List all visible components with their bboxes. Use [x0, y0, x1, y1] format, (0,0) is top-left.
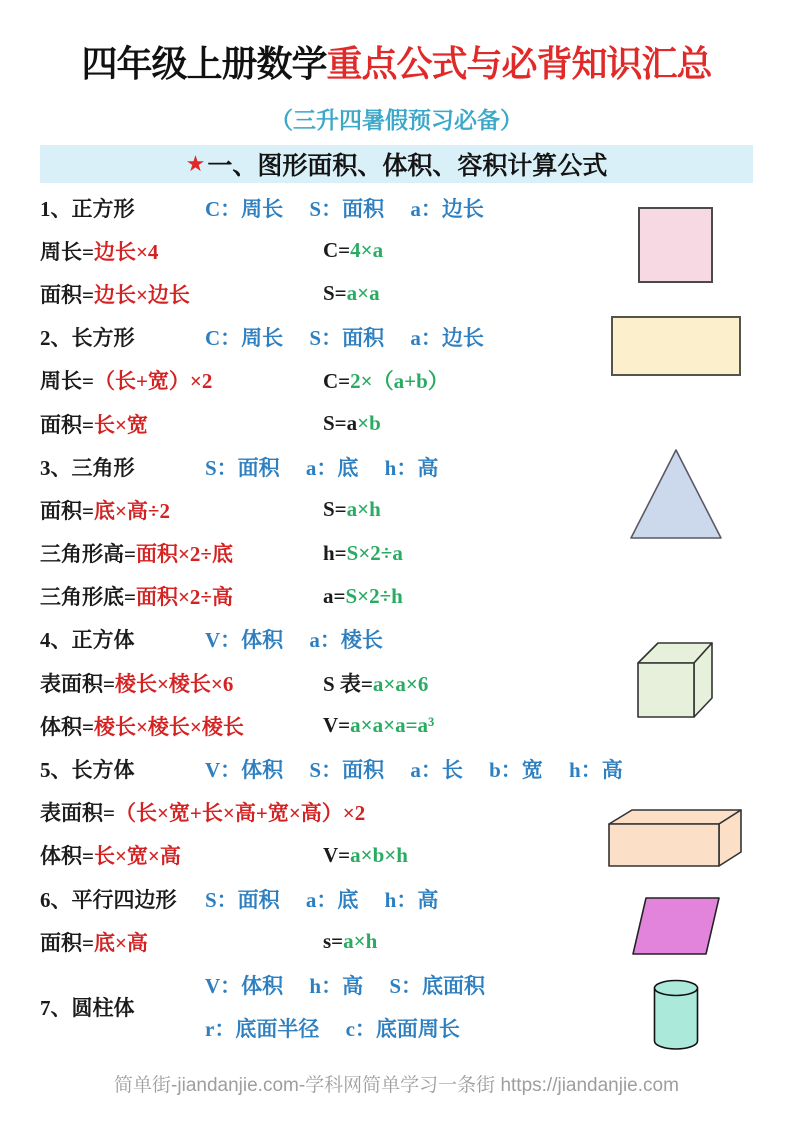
variable-labels: S：面积 a：底 h：高	[205, 455, 439, 480]
formula-segment: C=	[323, 238, 351, 263]
formula-segment: 面积=	[40, 498, 94, 523]
formula-segment: 表面积=	[40, 671, 115, 696]
formula-line	[40, 359, 660, 402]
formula-segment: S 表=	[323, 671, 373, 696]
variable-label-line: r：底面半径 c：底面周长	[205, 1017, 460, 1042]
formula-left	[40, 797, 366, 827]
formula-segment: 棱长×棱长×6	[114, 671, 234, 696]
formula-segment: s=	[323, 929, 344, 954]
section-cuboid	[40, 747, 660, 877]
section-cube	[40, 618, 660, 748]
page-title	[0, 36, 793, 87]
formula-segment: 面积×2÷底	[135, 542, 233, 567]
formula-segment: 体积=	[40, 714, 94, 739]
section-heading-line	[40, 186, 660, 229]
variable-labels: V：体积 a：棱长	[205, 628, 383, 653]
formula-segment: 三角形高=	[40, 542, 136, 567]
section-heading-line	[40, 963, 660, 1049]
formula-right	[323, 929, 377, 954]
section-heading: 3、三角形	[40, 455, 135, 480]
section-heading-line	[40, 877, 660, 920]
formula-left	[40, 668, 323, 698]
formula-right	[323, 365, 449, 395]
formula-segment: 长×宽	[93, 412, 148, 437]
formula-line	[40, 272, 660, 315]
formula-segment: S=a	[323, 411, 358, 436]
formula-line	[40, 920, 660, 963]
page-subtitle: （三升四暑假预习必备）	[270, 107, 523, 133]
section-heading: 7、圆柱体	[40, 995, 135, 1020]
section-parallelogram	[40, 877, 660, 963]
formula-segment: a×a×6	[372, 671, 429, 696]
section-heading: 5、长方体	[40, 758, 135, 783]
formula-segment: 体积=	[40, 844, 94, 869]
formula-segment: （长×宽+长×高+宽×高）×2	[114, 801, 366, 826]
formula-right	[323, 281, 380, 306]
section-cylinder	[40, 963, 660, 1049]
formula-left	[40, 409, 323, 439]
shape-parallelogram	[632, 897, 720, 960]
formula-segment: V=	[323, 713, 351, 738]
section-heading: 2、长方形	[40, 326, 135, 351]
formula-right	[323, 668, 428, 698]
formula-segment: a×h	[346, 497, 381, 522]
formula-segment: 面积=	[40, 930, 94, 955]
formula-segment: 面积=	[40, 412, 94, 437]
formula-left	[40, 927, 323, 957]
formula-segment: （长+宽）×2	[93, 369, 213, 394]
section-rectangle	[40, 316, 660, 446]
formula-left	[40, 711, 323, 741]
formula-content-area	[40, 186, 660, 1050]
formula-segment: a=	[323, 583, 346, 608]
section-heading-line	[40, 316, 660, 359]
shape-square	[638, 207, 713, 283]
page-title-black-part: 四年级上册数学	[81, 43, 327, 84]
formula-segment: 底×高÷2	[93, 498, 170, 523]
formula-right	[323, 713, 434, 738]
shape-cuboid	[608, 808, 743, 873]
formula-segment: 边长×边长	[93, 282, 190, 307]
formula-segment: 长×宽×高	[93, 844, 181, 869]
formula-left	[40, 279, 323, 309]
formula-left	[40, 840, 323, 870]
formula-right	[323, 541, 403, 566]
variable-label-line: V：体积 h：高 S：底面积	[205, 973, 486, 998]
formula-segment: a×a×a=a³	[350, 713, 435, 738]
formula-line	[40, 704, 660, 747]
formula-segment: S=	[323, 281, 347, 306]
section-heading-line	[40, 747, 660, 790]
section-header-band	[40, 145, 753, 183]
formula-segment: S×2÷h	[345, 583, 403, 608]
formula-segment: V=	[323, 842, 351, 867]
formula-segment: 面积×2÷高	[135, 585, 233, 610]
formula-right	[323, 238, 383, 263]
section-heading: 4、正方体	[40, 628, 135, 653]
formula-segment: ×b	[357, 411, 381, 436]
formula-line	[40, 575, 660, 618]
formula-right	[323, 411, 381, 436]
section-header-title: 一、图形面积、体积、容积计算公式	[207, 152, 608, 180]
section-heading: 6、平行四边形	[40, 887, 177, 912]
section-heading: 1、正方形	[40, 196, 135, 221]
formula-left	[40, 236, 323, 266]
formula-line	[40, 532, 660, 575]
formula-segment: a×h	[343, 929, 378, 954]
star-icon: ★	[185, 151, 206, 176]
section-square	[40, 186, 660, 316]
variable-labels: C：周长 S：面积 a：边长	[205, 326, 484, 351]
formula-segment: C=	[323, 369, 351, 394]
variable-labels: V：体积 S：面积 a：长 b：宽 h：高	[205, 758, 623, 783]
formula-segment: S=	[323, 497, 347, 522]
footer-watermark: 简单街-jiandanjie.com-学科网简单学习一条街 https://jiandanjie.com	[114, 1075, 679, 1096]
section-heading-line	[40, 445, 660, 488]
formula-line	[40, 402, 660, 445]
variable-labels: C：周长 S：面积 a：边长	[205, 196, 484, 221]
shape-cube	[637, 641, 714, 723]
formula-segment: 底×高	[93, 930, 148, 955]
formula-segment: a×b×h	[350, 842, 408, 867]
formula-right	[323, 584, 403, 609]
shape-cylinder	[653, 979, 699, 1055]
section-heading-line	[40, 618, 660, 661]
formula-segment: 4×a	[350, 238, 384, 263]
formula-segment: 面积=	[40, 282, 94, 307]
formula-right	[323, 843, 408, 868]
formula-segment: a×a	[346, 281, 380, 306]
formula-segment: 三角形底=	[40, 585, 136, 610]
formula-line	[40, 488, 660, 531]
formula-segment: 周长=	[40, 239, 94, 264]
formula-segment: h=	[323, 540, 347, 565]
formula-line	[40, 229, 660, 272]
shape-triangle	[630, 448, 722, 545]
formula-left	[40, 581, 323, 611]
formula-left	[40, 495, 323, 525]
page-title-red-part: 重点公式与必背知识汇总	[326, 43, 712, 84]
formula-left	[40, 365, 323, 395]
formula-segment: S×2÷a	[346, 540, 403, 565]
formula-segment: 棱长×棱长×棱长	[93, 714, 244, 739]
formula-line	[40, 834, 660, 877]
formula-left	[40, 538, 323, 568]
shape-rectangle	[611, 316, 741, 376]
formula-segment: 边长×4	[93, 239, 159, 264]
variable-labels: S：面积 a：底 h：高	[205, 887, 439, 912]
formula-line	[40, 791, 660, 834]
variable-labels	[205, 963, 485, 1049]
formula-segment: 表面积=	[40, 801, 115, 826]
formula-segment: 2×（a+b）	[350, 369, 449, 394]
section-triangle	[40, 445, 660, 618]
formula-right	[323, 497, 381, 522]
formula-line	[40, 661, 660, 704]
formula-segment: 周长=	[40, 369, 94, 394]
